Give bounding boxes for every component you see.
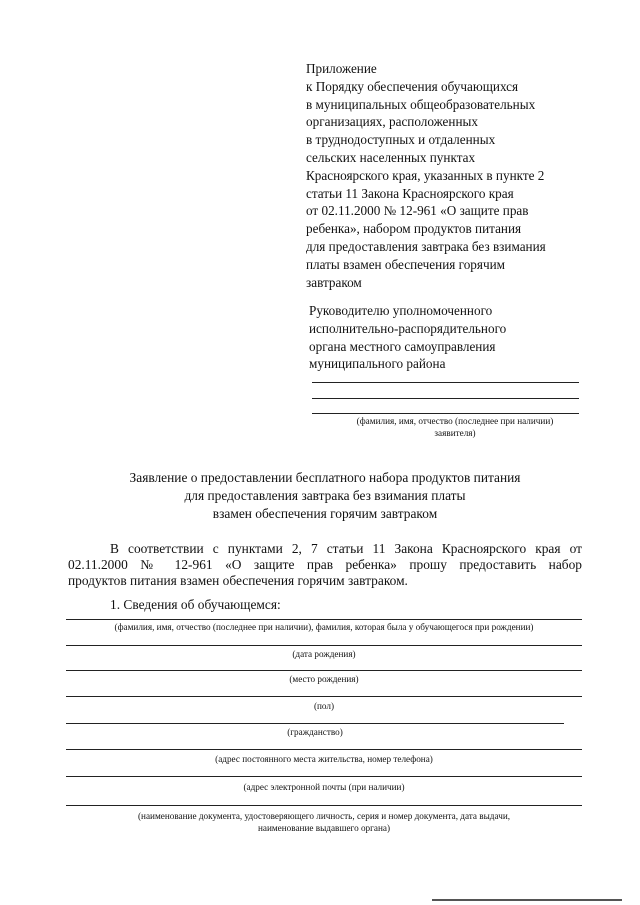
applicant-name-line[interactable] (312, 382, 579, 383)
applicant-name-line[interactable] (312, 413, 579, 414)
addressee-block (309, 302, 609, 373)
body-line: 02.11.2000 № 12-961 «О защите прав ребенка» прошу предоставить набор (68, 557, 582, 572)
addressee-line: Руководителю уполномоченного (309, 303, 493, 318)
address-phone-caption: (адрес постоянного места жительства, номер телефона) (215, 754, 433, 764)
addressee-line: органа местного самоуправления (309, 338, 496, 354)
addressee-line: исполнительно-распорядительного (309, 320, 507, 336)
title-line: Заявление о предоставлении бесплатного набора продуктов питания (129, 470, 521, 485)
body-line: В соответствии с пунктами 2, 7 статьи 11 Закона Красноярского края от (110, 541, 582, 556)
applicant-caption-line: заявителя) (434, 428, 476, 438)
id-document-field[interactable] (66, 805, 582, 806)
appendix-line: в муниципальных общеобразовательных (306, 96, 536, 112)
body-line: продуктов питания взамен обеспечения горячим завтраком. (68, 573, 408, 588)
appendix-line: Приложение (306, 61, 377, 76)
birth-date-caption: (дата рождения) (292, 649, 356, 659)
appendix-header (306, 60, 606, 291)
appendix-line: организациях, расположенных (306, 114, 478, 130)
email-field[interactable] (66, 776, 582, 777)
citizenship-field[interactable] (66, 723, 564, 724)
id-document-caption-line: наименование выдавшего органа) (257, 823, 391, 833)
appendix-line: статьи 11 Закона Красноярского края (306, 185, 514, 201)
appendix-line: к Порядку обеспечения обучающихся (306, 78, 519, 94)
appendix-line: ребенка», набором продуктов питания (306, 221, 522, 237)
addressee-line: муниципального района (309, 356, 446, 372)
birth-date-field[interactable] (66, 645, 582, 646)
title-line: для предоставления завтрака без взимания платы (184, 488, 466, 503)
appendix-line: для предоставления завтрака без взимания (306, 238, 546, 254)
email-caption: (адрес электронной почты (при наличии) (243, 782, 405, 792)
applicant-caption-line: (фамилия, имя, отчество (последнее при наличии) (356, 416, 554, 426)
full-name-caption: (фамилия, имя, отчество (последнее при наличии), фамилия, которая была у обучающегося при рождении) (114, 622, 534, 632)
sex-field[interactable] (66, 696, 582, 697)
id-document-caption-line: (наименование документа, удостоверяющего личность, серия и номер документа, дата выдачи, (137, 811, 511, 821)
appendix-line: сельских населенных пунктах (306, 149, 476, 165)
appendix-line: в труднодоступных и отдаленных (306, 132, 496, 148)
applicant-name-line[interactable] (312, 398, 579, 399)
citizenship-caption: (гражданство) (287, 727, 343, 737)
document-title (60, 469, 590, 523)
scan-edge-mark (432, 899, 622, 901)
appendix-line: Красноярского края, указанных в пункте 2 (306, 167, 545, 183)
appendix-line: завтраком (306, 274, 362, 290)
body-paragraph (68, 541, 582, 589)
appendix-line: платы взамен обеспечения горячим (306, 256, 505, 272)
title-line: взамен обеспечения горячим завтраком (212, 506, 438, 521)
birth-place-caption: (место рождения) (289, 674, 359, 684)
section-heading: 1. Сведения об обучающемся: (110, 597, 281, 612)
appendix-line: от 02.11.2000 № 12-961 «О защите прав (306, 203, 529, 219)
address-phone-field[interactable] (66, 749, 582, 750)
sex-caption: (пол) (313, 701, 335, 711)
applicant-caption (330, 415, 580, 439)
birth-place-field[interactable] (66, 670, 582, 671)
full-name-field[interactable] (66, 619, 582, 620)
id-document-caption (66, 810, 582, 834)
